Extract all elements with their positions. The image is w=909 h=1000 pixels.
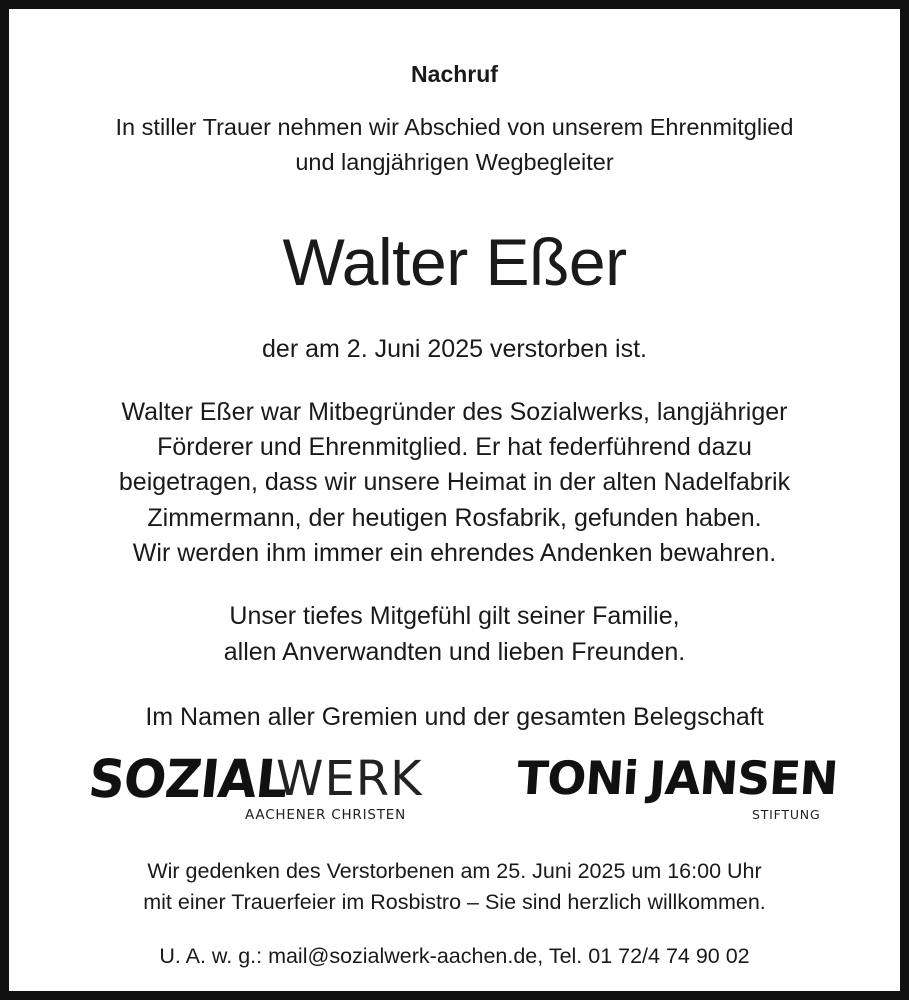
toni-jansen-logo-second-part: JANSEN: [647, 751, 840, 805]
bio-line: Walter Eßer war Mitbegründer des Sozialwerks, langjähriger: [121, 398, 788, 426]
toni-jansen-logo-subtitle: STIFTUNG: [752, 807, 821, 822]
condolence-line: allen Anverwandten und lieben Freunden.: [223, 637, 686, 666]
intro-line: In stiller Trauer nehmen wir Abschied von unserem Ehrenmitglied: [115, 114, 794, 140]
sozialwerk-logo-light-part: WERK: [276, 751, 423, 807]
bio-line: beigetragen, dass wir unsere Heimat in der alten Nadelfabrik: [118, 468, 791, 497]
memorial-service-text: [18, 856, 891, 918]
memorial-line: mit einer Trauerfeier im Rosbistro – Sie sind herzlich willkommen.: [143, 890, 766, 914]
bio-line: Zimmermann, der heutigen Rosfabrik, gefunden haben.: [147, 503, 762, 532]
bio-line: Förderer und Ehrenmitglied. Er hat federführend dazu: [157, 433, 752, 462]
memorial-line: Wir gedenken des Verstorbenen am 25. Juni 2025 um 16:00 Uhr: [147, 859, 762, 883]
signoff-text: Im Namen aller Gremien und der gesamten Belegschaft: [145, 703, 764, 731]
bio-line: Wir werden ihm immer ein ehrendes Andenken bewahren.: [132, 538, 777, 567]
condolence-text: [18, 599, 891, 670]
toni-jansen-logo-first-part: TONi: [515, 751, 640, 805]
sozialwerk-logo-subtitle: AACHENER CHRISTEN: [245, 807, 406, 823]
sozialwerk-logo-bold-part: SOZIAL: [85, 748, 291, 810]
condolence-line: Unser tiefes Mitgefühl gilt seiner Familie,: [229, 602, 680, 630]
rsvp-contact: U. A. w. g.: mail@sozialwerk-aachen.de, Tel. 01 72/4 74 90 02: [159, 944, 750, 968]
death-date-line: der am 2. Juni 2025 verstorben ist.: [262, 335, 647, 363]
sozialwerk-logo: [85, 747, 449, 829]
deceased-name: Walter Eßer: [282, 225, 627, 299]
toni-jansen-logo: [515, 747, 840, 829]
biography-text: [18, 395, 891, 571]
notice-title: Nachruf: [411, 61, 498, 87]
intro-text: [18, 110, 891, 180]
intro-line: und langjährigen Wegbegleiter: [295, 149, 614, 175]
